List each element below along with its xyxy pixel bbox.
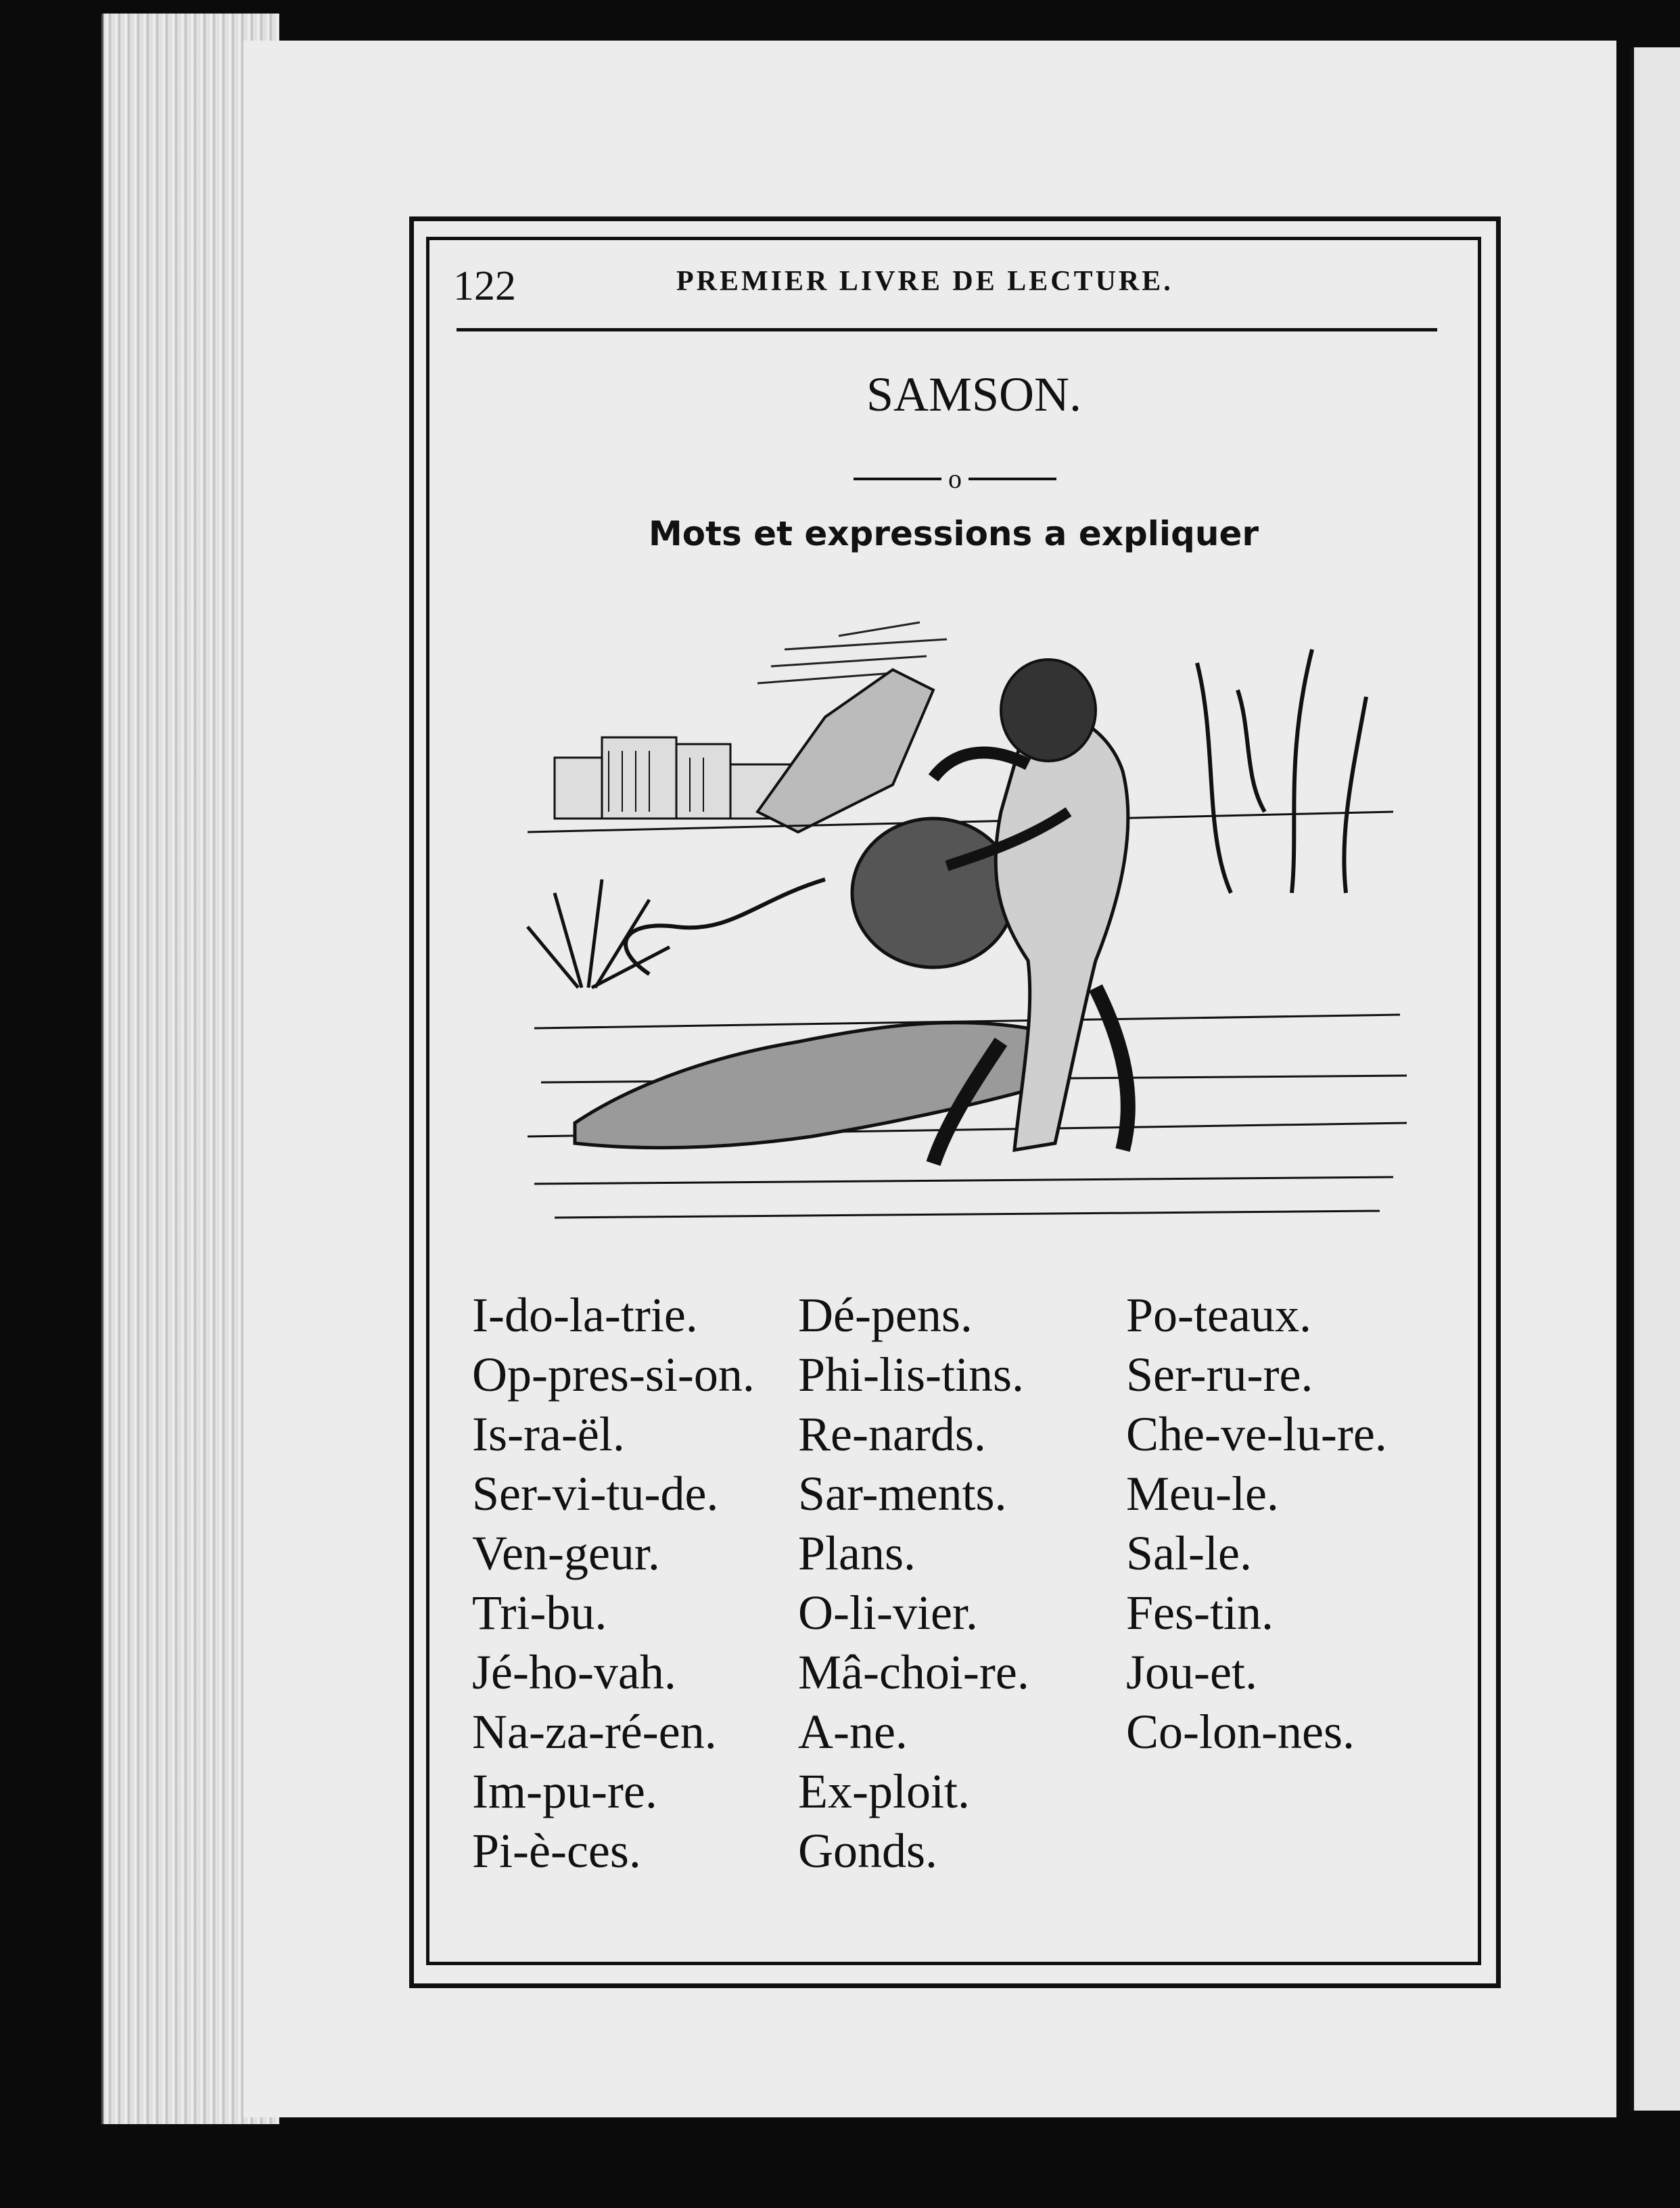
- ornament-glyph: o: [948, 465, 962, 492]
- word-item: I-do-la-trie.: [472, 1288, 698, 1342]
- page-number: 122: [453, 263, 516, 309]
- word-item: O-li-vier.: [798, 1586, 978, 1640]
- word-item: Co-lon-nes.: [1126, 1705, 1355, 1759]
- word-item: Re-nards.: [798, 1407, 986, 1461]
- word-column-2: [798, 1285, 1029, 1881]
- engraving-samson-fighting-lion-icon: [514, 609, 1414, 1231]
- word-item: Ser-vi-tu-de.: [472, 1467, 719, 1521]
- word-item: Che-ve-lu-re.: [1126, 1407, 1387, 1461]
- page-title: SAMSON.: [866, 367, 1082, 421]
- word-item: Ex-ploit.: [798, 1764, 970, 1818]
- word-item: Meu-le.: [1126, 1467, 1279, 1521]
- word-item: Jou-et.: [1126, 1645, 1257, 1699]
- word-item: Op-pres-si-on.: [472, 1348, 755, 1402]
- word-item: Pi-è-ces.: [472, 1824, 641, 1878]
- word-item: Dé-pens.: [798, 1288, 973, 1342]
- word-item: Sal-le.: [1126, 1526, 1252, 1580]
- word-item: Im-pu-re.: [472, 1764, 657, 1818]
- word-item: Is-ra-ël.: [472, 1407, 625, 1461]
- section-subtitle: Mots et expressions a expliquer: [648, 514, 1259, 553]
- word-item: Mâ-choi-re.: [798, 1645, 1029, 1699]
- header-rule: [457, 328, 1437, 331]
- word-item: Sar-ments.: [798, 1467, 1007, 1521]
- word-item: Po-teaux.: [1126, 1288, 1311, 1342]
- word-item: Jé-ho-vah.: [472, 1645, 676, 1699]
- word-item: Na-za-ré-en.: [472, 1705, 717, 1759]
- title-ornament: [854, 465, 1056, 492]
- word-item: Plans.: [798, 1526, 916, 1580]
- facing-page-edge: [1630, 47, 1680, 2111]
- word-item: A-ne.: [798, 1705, 908, 1759]
- word-item: Phi-lis-tins.: [798, 1348, 1025, 1402]
- word-item: Gonds.: [798, 1824, 938, 1878]
- word-column-1: [472, 1285, 755, 1881]
- word-item: Fes-tin.: [1126, 1586, 1274, 1640]
- word-item: Ven-geur.: [472, 1526, 660, 1580]
- word-item: Tri-bu.: [472, 1586, 607, 1640]
- word-column-3: [1126, 1285, 1387, 1762]
- word-item: Ser-ru-re.: [1126, 1348, 1313, 1402]
- running-head: PREMIER LIVRE DE LECTURE.: [676, 266, 1173, 297]
